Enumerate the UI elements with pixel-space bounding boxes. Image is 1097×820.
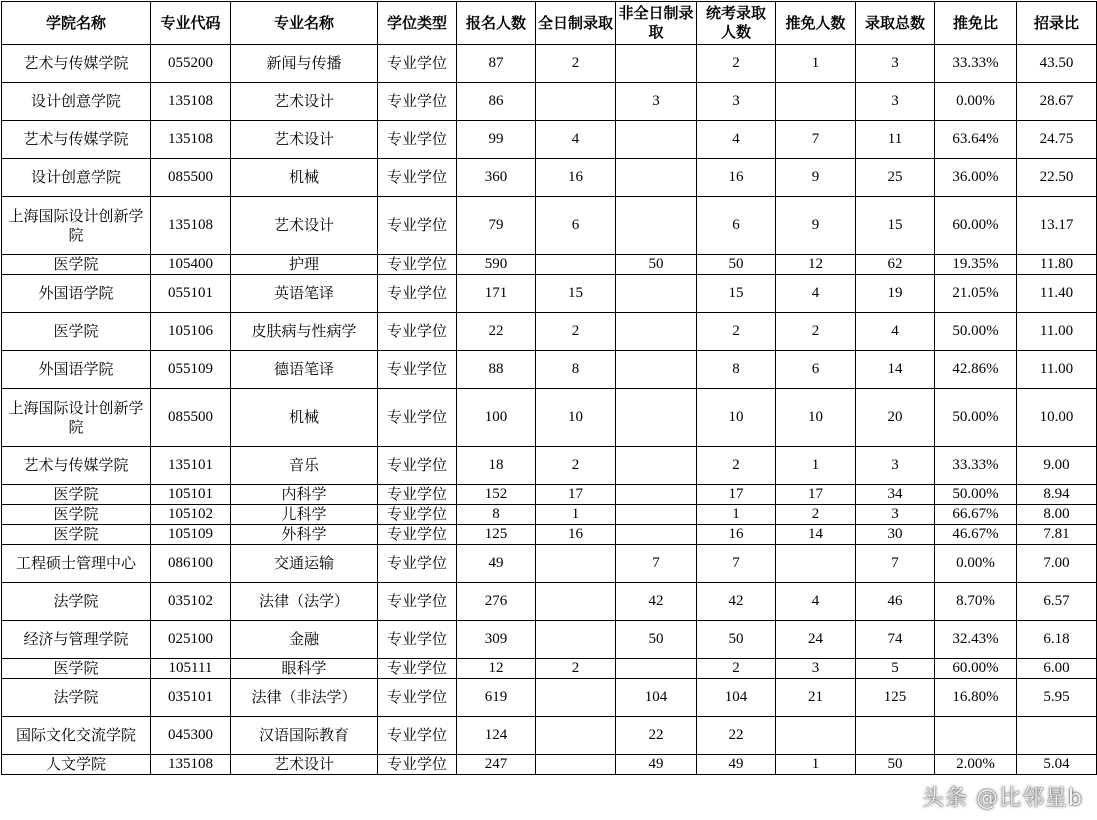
exam-admitted-cell: 49 — [697, 755, 776, 775]
parttime-admitted-cell: 49 — [616, 755, 697, 775]
college-name-cell: 法学院 — [2, 583, 151, 621]
applicants-cell: 124 — [457, 717, 536, 755]
total-admitted-cell: 15 — [856, 197, 935, 255]
recommended-cell: 4 — [776, 583, 856, 621]
degree-type-cell: 专业学位 — [378, 255, 457, 275]
admission-ratio-cell: 24.75 — [1017, 121, 1097, 159]
major-name-cell: 德语笔译 — [231, 351, 378, 389]
recommended-cell: 14 — [776, 525, 856, 545]
fulltime-admitted-cell — [536, 583, 616, 621]
applicants-cell: 276 — [457, 583, 536, 621]
major-name-cell: 艺术设计 — [231, 121, 378, 159]
header-applicants: 报名人数 — [457, 2, 536, 45]
admission-ratio-cell: 10.00 — [1017, 389, 1097, 447]
recommended-cell: 6 — [776, 351, 856, 389]
admission-ratio-cell: 7.81 — [1017, 525, 1097, 545]
degree-type-cell: 专业学位 — [378, 313, 457, 351]
header-recommended: 推免人数 — [776, 2, 856, 45]
recommend-ratio-cell: 50.00% — [935, 313, 1017, 351]
fulltime-admitted-cell — [536, 755, 616, 775]
recommend-ratio-cell: 50.00% — [935, 485, 1017, 505]
admission-ratio-cell: 13.17 — [1017, 197, 1097, 255]
parttime-admitted-cell: 42 — [616, 583, 697, 621]
parttime-admitted-cell — [616, 389, 697, 447]
degree-type-cell: 专业学位 — [378, 755, 457, 775]
parttime-admitted-cell — [616, 275, 697, 313]
exam-admitted-cell: 42 — [697, 583, 776, 621]
recommended-cell: 10 — [776, 389, 856, 447]
college-name-cell: 艺术与传媒学院 — [2, 45, 151, 83]
degree-type-cell: 专业学位 — [378, 679, 457, 717]
recommend-ratio-cell: 60.00% — [935, 659, 1017, 679]
degree-type-cell: 专业学位 — [378, 197, 457, 255]
exam-admitted-cell: 2 — [697, 659, 776, 679]
total-admitted-cell: 4 — [856, 313, 935, 351]
total-admitted-cell: 3 — [856, 45, 935, 83]
admission-ratio-cell — [1017, 717, 1097, 755]
applicants-cell: 309 — [457, 621, 536, 659]
parttime-admitted-cell — [616, 525, 697, 545]
exam-admitted-cell: 4 — [697, 121, 776, 159]
parttime-admitted-cell: 50 — [616, 255, 697, 275]
table-row — [2, 485, 1097, 505]
college-name-cell: 艺术与传媒学院 — [2, 447, 151, 485]
applicants-cell: 79 — [457, 197, 536, 255]
degree-type-cell: 专业学位 — [378, 389, 457, 447]
exam-admitted-cell: 50 — [697, 621, 776, 659]
exam-admitted-cell: 16 — [697, 525, 776, 545]
major-code-cell: 085500 — [151, 159, 231, 197]
admission-ratio-cell: 11.00 — [1017, 351, 1097, 389]
exam-admitted-cell: 8 — [697, 351, 776, 389]
exam-admitted-cell: 15 — [697, 275, 776, 313]
recommend-ratio-cell: 0.00% — [935, 545, 1017, 583]
parttime-admitted-cell — [616, 505, 697, 525]
admission-ratio-cell: 11.80 — [1017, 255, 1097, 275]
recommend-ratio-cell: 32.43% — [935, 621, 1017, 659]
recommend-ratio-cell: 60.00% — [935, 197, 1017, 255]
recommended-cell — [776, 717, 856, 755]
major-name-cell: 机械 — [231, 159, 378, 197]
exam-admitted-cell: 6 — [697, 197, 776, 255]
applicants-cell: 360 — [457, 159, 536, 197]
major-name-cell: 外科学 — [231, 525, 378, 545]
exam-admitted-cell: 104 — [697, 679, 776, 717]
table-row — [2, 121, 1097, 159]
fulltime-admitted-cell: 2 — [536, 659, 616, 679]
total-admitted-cell: 3 — [856, 505, 935, 525]
parttime-admitted-cell: 104 — [616, 679, 697, 717]
degree-type-cell: 专业学位 — [378, 351, 457, 389]
parttime-admitted-cell — [616, 159, 697, 197]
degree-type-cell: 专业学位 — [378, 621, 457, 659]
fulltime-admitted-cell — [536, 545, 616, 583]
admission-ratio-cell: 11.00 — [1017, 313, 1097, 351]
college-name-cell: 法学院 — [2, 679, 151, 717]
table-row — [2, 83, 1097, 121]
total-admitted-cell: 30 — [856, 525, 935, 545]
recommend-ratio-cell: 0.00% — [935, 83, 1017, 121]
major-code-cell: 055109 — [151, 351, 231, 389]
applicants-cell: 88 — [457, 351, 536, 389]
major-code-cell: 086100 — [151, 545, 231, 583]
total-admitted-cell: 34 — [856, 485, 935, 505]
college-name-cell: 上海国际设计创新学院 — [2, 389, 151, 447]
college-name-cell: 艺术与传媒学院 — [2, 121, 151, 159]
exam-admitted-cell: 10 — [697, 389, 776, 447]
exam-admitted-cell: 22 — [697, 717, 776, 755]
degree-type-cell: 专业学位 — [378, 583, 457, 621]
applicants-cell: 12 — [457, 659, 536, 679]
applicants-cell: 171 — [457, 275, 536, 313]
degree-type-cell: 专业学位 — [378, 525, 457, 545]
recommend-ratio-cell: 66.67% — [935, 505, 1017, 525]
parttime-admitted-cell — [616, 351, 697, 389]
major-name-cell: 机械 — [231, 389, 378, 447]
fulltime-admitted-cell: 16 — [536, 159, 616, 197]
exam-admitted-cell: 7 — [697, 545, 776, 583]
recommended-cell: 17 — [776, 485, 856, 505]
major-name-cell: 眼科学 — [231, 659, 378, 679]
table-row — [2, 351, 1097, 389]
major-name-cell: 汉语国际教育 — [231, 717, 378, 755]
total-admitted-cell — [856, 717, 935, 755]
major-code-cell: 085500 — [151, 389, 231, 447]
parttime-admitted-cell — [616, 447, 697, 485]
table-row — [2, 659, 1097, 679]
recommended-cell: 3 — [776, 659, 856, 679]
table-row — [2, 679, 1097, 717]
major-name-cell: 金融 — [231, 621, 378, 659]
table-row — [2, 255, 1097, 275]
college-name-cell: 医学院 — [2, 255, 151, 275]
admission-ratio-cell: 6.57 — [1017, 583, 1097, 621]
major-name-cell: 艺术设计 — [231, 83, 378, 121]
table-row — [2, 545, 1097, 583]
major-code-cell: 135108 — [151, 197, 231, 255]
college-name-cell: 经济与管理学院 — [2, 621, 151, 659]
major-code-cell: 105106 — [151, 313, 231, 351]
college-name-cell: 医学院 — [2, 505, 151, 525]
applicants-cell: 22 — [457, 313, 536, 351]
applicants-cell: 99 — [457, 121, 536, 159]
major-code-cell: 025100 — [151, 621, 231, 659]
table-row — [2, 275, 1097, 313]
total-admitted-cell: 25 — [856, 159, 935, 197]
admission-ratio-cell: 8.94 — [1017, 485, 1097, 505]
fulltime-admitted-cell: 8 — [536, 351, 616, 389]
fulltime-admitted-cell: 2 — [536, 45, 616, 83]
admission-ratio-cell: 28.67 — [1017, 83, 1097, 121]
recommend-ratio-cell: 63.64% — [935, 121, 1017, 159]
major-code-cell: 035101 — [151, 679, 231, 717]
major-code-cell: 045300 — [151, 717, 231, 755]
table-row — [2, 389, 1097, 447]
college-name-cell: 医学院 — [2, 525, 151, 545]
fulltime-admitted-cell — [536, 621, 616, 659]
applicants-cell: 100 — [457, 389, 536, 447]
degree-type-cell: 专业学位 — [378, 485, 457, 505]
major-code-cell: 105109 — [151, 525, 231, 545]
table-row — [2, 159, 1097, 197]
parttime-admitted-cell: 3 — [616, 83, 697, 121]
parttime-admitted-cell: 50 — [616, 621, 697, 659]
total-admitted-cell: 20 — [856, 389, 935, 447]
parttime-admitted-cell — [616, 45, 697, 83]
exam-admitted-cell: 2 — [697, 313, 776, 351]
header-major-name: 专业名称 — [231, 2, 378, 45]
table-row — [2, 717, 1097, 755]
major-code-cell: 135101 — [151, 447, 231, 485]
college-name-cell: 医学院 — [2, 485, 151, 505]
header-exam-admitted: 统考录取人数 — [697, 2, 776, 45]
fulltime-admitted-cell: 15 — [536, 275, 616, 313]
major-code-cell: 105400 — [151, 255, 231, 275]
major-name-cell: 法律（法学） — [231, 583, 378, 621]
major-code-cell: 135108 — [151, 83, 231, 121]
recommend-ratio-cell: 33.33% — [935, 45, 1017, 83]
table-row — [2, 621, 1097, 659]
exam-admitted-cell: 3 — [697, 83, 776, 121]
recommended-cell — [776, 83, 856, 121]
table-row — [2, 447, 1097, 485]
fulltime-admitted-cell: 2 — [536, 313, 616, 351]
college-name-cell: 工程硕士管理中心 — [2, 545, 151, 583]
parttime-admitted-cell — [616, 313, 697, 351]
applicants-cell: 18 — [457, 447, 536, 485]
applicants-cell: 590 — [457, 255, 536, 275]
parttime-admitted-cell — [616, 197, 697, 255]
college-name-cell: 外国语学院 — [2, 351, 151, 389]
fulltime-admitted-cell — [536, 717, 616, 755]
fulltime-admitted-cell — [536, 679, 616, 717]
header-parttime-admitted: 非全日制录取 — [616, 2, 697, 45]
total-admitted-cell: 125 — [856, 679, 935, 717]
table-row — [2, 45, 1097, 83]
degree-type-cell: 专业学位 — [378, 717, 457, 755]
recommend-ratio-cell: 42.86% — [935, 351, 1017, 389]
recommended-cell: 1 — [776, 755, 856, 775]
major-name-cell: 音乐 — [231, 447, 378, 485]
recommend-ratio-cell: 46.67% — [935, 525, 1017, 545]
college-name-cell: 设计创意学院 — [2, 159, 151, 197]
header-college-name: 学院名称 — [2, 2, 151, 45]
major-name-cell: 新闻与传播 — [231, 45, 378, 83]
college-name-cell: 国际文化交流学院 — [2, 717, 151, 755]
recommend-ratio-cell: 16.80% — [935, 679, 1017, 717]
admission-ratio-cell: 9.00 — [1017, 447, 1097, 485]
recommend-ratio-cell: 2.00% — [935, 755, 1017, 775]
parttime-admitted-cell — [616, 659, 697, 679]
major-code-cell: 055101 — [151, 275, 231, 313]
recommended-cell: 21 — [776, 679, 856, 717]
fulltime-admitted-cell: 17 — [536, 485, 616, 505]
recommended-cell: 4 — [776, 275, 856, 313]
table-row — [2, 583, 1097, 621]
total-admitted-cell: 7 — [856, 545, 935, 583]
header-admission-ratio: 招录比 — [1017, 2, 1097, 45]
exam-admitted-cell: 16 — [697, 159, 776, 197]
fulltime-admitted-cell — [536, 83, 616, 121]
major-name-cell: 艺术设计 — [231, 197, 378, 255]
admission-ratio-cell: 11.40 — [1017, 275, 1097, 313]
header-recommend-ratio: 推免比 — [935, 2, 1017, 45]
recommended-cell: 9 — [776, 159, 856, 197]
recommended-cell: 12 — [776, 255, 856, 275]
applicants-cell: 86 — [457, 83, 536, 121]
applicants-cell: 49 — [457, 545, 536, 583]
exam-admitted-cell: 50 — [697, 255, 776, 275]
total-admitted-cell: 14 — [856, 351, 935, 389]
degree-type-cell: 专业学位 — [378, 545, 457, 583]
exam-admitted-cell: 17 — [697, 485, 776, 505]
fulltime-admitted-cell: 4 — [536, 121, 616, 159]
major-code-cell: 135108 — [151, 755, 231, 775]
parttime-admitted-cell: 7 — [616, 545, 697, 583]
applicants-cell: 87 — [457, 45, 536, 83]
fulltime-admitted-cell: 2 — [536, 447, 616, 485]
major-code-cell: 105102 — [151, 505, 231, 525]
recommend-ratio-cell: 36.00% — [935, 159, 1017, 197]
recommend-ratio-cell: 21.05% — [935, 275, 1017, 313]
recommend-ratio-cell: 8.70% — [935, 583, 1017, 621]
total-admitted-cell: 50 — [856, 755, 935, 775]
admission-ratio-cell: 43.50 — [1017, 45, 1097, 83]
major-name-cell: 皮肤病与性病学 — [231, 313, 378, 351]
major-code-cell: 135108 — [151, 121, 231, 159]
degree-type-cell: 专业学位 — [378, 121, 457, 159]
recommended-cell: 24 — [776, 621, 856, 659]
applicants-cell: 125 — [457, 525, 536, 545]
total-admitted-cell: 46 — [856, 583, 935, 621]
applicants-cell: 8 — [457, 505, 536, 525]
major-code-cell: 105111 — [151, 659, 231, 679]
recommended-cell: 1 — [776, 447, 856, 485]
table-row — [2, 525, 1097, 545]
college-name-cell: 人文学院 — [2, 755, 151, 775]
major-name-cell: 护理 — [231, 255, 378, 275]
recommended-cell — [776, 545, 856, 583]
header-row — [2, 2, 1097, 45]
major-code-cell: 105101 — [151, 485, 231, 505]
admission-ratio-cell: 8.00 — [1017, 505, 1097, 525]
degree-type-cell: 专业学位 — [378, 447, 457, 485]
degree-type-cell: 专业学位 — [378, 83, 457, 121]
exam-admitted-cell: 2 — [697, 447, 776, 485]
major-name-cell: 内科学 — [231, 485, 378, 505]
total-admitted-cell: 62 — [856, 255, 935, 275]
recommended-cell: 7 — [776, 121, 856, 159]
degree-type-cell: 专业学位 — [378, 45, 457, 83]
parttime-admitted-cell — [616, 485, 697, 505]
table-row — [2, 505, 1097, 525]
recommend-ratio-cell: 50.00% — [935, 389, 1017, 447]
total-admitted-cell: 19 — [856, 275, 935, 313]
total-admitted-cell: 11 — [856, 121, 935, 159]
admission-ratio-cell: 5.04 — [1017, 755, 1097, 775]
college-name-cell: 上海国际设计创新学院 — [2, 197, 151, 255]
header-major-code: 专业代码 — [151, 2, 231, 45]
watermark: 头条 @比邻星b — [922, 786, 1083, 811]
fulltime-admitted-cell — [536, 255, 616, 275]
header-total-admitted: 录取总数 — [856, 2, 935, 45]
admission-ratio-cell: 5.95 — [1017, 679, 1097, 717]
header-degree-type: 学位类型 — [378, 2, 457, 45]
total-admitted-cell: 74 — [856, 621, 935, 659]
college-name-cell: 设计创意学院 — [2, 83, 151, 121]
degree-type-cell: 专业学位 — [378, 159, 457, 197]
exam-admitted-cell: 2 — [697, 45, 776, 83]
applicants-cell: 247 — [457, 755, 536, 775]
major-name-cell: 法律（非法学） — [231, 679, 378, 717]
header-fulltime-admitted: 全日制录取 — [536, 2, 616, 45]
table-row — [2, 197, 1097, 255]
total-admitted-cell: 3 — [856, 447, 935, 485]
fulltime-admitted-cell: 16 — [536, 525, 616, 545]
table-row — [2, 313, 1097, 351]
recommend-ratio-cell — [935, 717, 1017, 755]
admission-ratio-cell: 7.00 — [1017, 545, 1097, 583]
table-row — [2, 755, 1097, 775]
fulltime-admitted-cell: 6 — [536, 197, 616, 255]
fulltime-admitted-cell: 1 — [536, 505, 616, 525]
college-name-cell: 医学院 — [2, 659, 151, 679]
degree-type-cell: 专业学位 — [378, 659, 457, 679]
recommend-ratio-cell: 33.33% — [935, 447, 1017, 485]
recommended-cell: 1 — [776, 45, 856, 83]
applicants-cell: 152 — [457, 485, 536, 505]
recommended-cell: 2 — [776, 313, 856, 351]
major-name-cell: 儿科学 — [231, 505, 378, 525]
total-admitted-cell: 3 — [856, 83, 935, 121]
major-code-cell: 055200 — [151, 45, 231, 83]
major-code-cell: 035102 — [151, 583, 231, 621]
recommended-cell: 2 — [776, 505, 856, 525]
fulltime-admitted-cell: 10 — [536, 389, 616, 447]
degree-type-cell: 专业学位 — [378, 505, 457, 525]
table-body — [2, 45, 1097, 775]
admission-ratio-cell: 6.18 — [1017, 621, 1097, 659]
degree-type-cell: 专业学位 — [378, 275, 457, 313]
recommend-ratio-cell: 19.35% — [935, 255, 1017, 275]
major-name-cell: 英语笔译 — [231, 275, 378, 313]
admissions-table — [1, 1, 1097, 775]
admission-ratio-cell: 6.00 — [1017, 659, 1097, 679]
total-admitted-cell: 5 — [856, 659, 935, 679]
college-name-cell: 医学院 — [2, 313, 151, 351]
parttime-admitted-cell — [616, 121, 697, 159]
major-name-cell: 艺术设计 — [231, 755, 378, 775]
exam-admitted-cell: 1 — [697, 505, 776, 525]
major-name-cell: 交通运输 — [231, 545, 378, 583]
admission-ratio-cell: 22.50 — [1017, 159, 1097, 197]
applicants-cell: 619 — [457, 679, 536, 717]
college-name-cell: 外国语学院 — [2, 275, 151, 313]
table-header — [2, 2, 1097, 45]
recommended-cell: 9 — [776, 197, 856, 255]
parttime-admitted-cell: 22 — [616, 717, 697, 755]
